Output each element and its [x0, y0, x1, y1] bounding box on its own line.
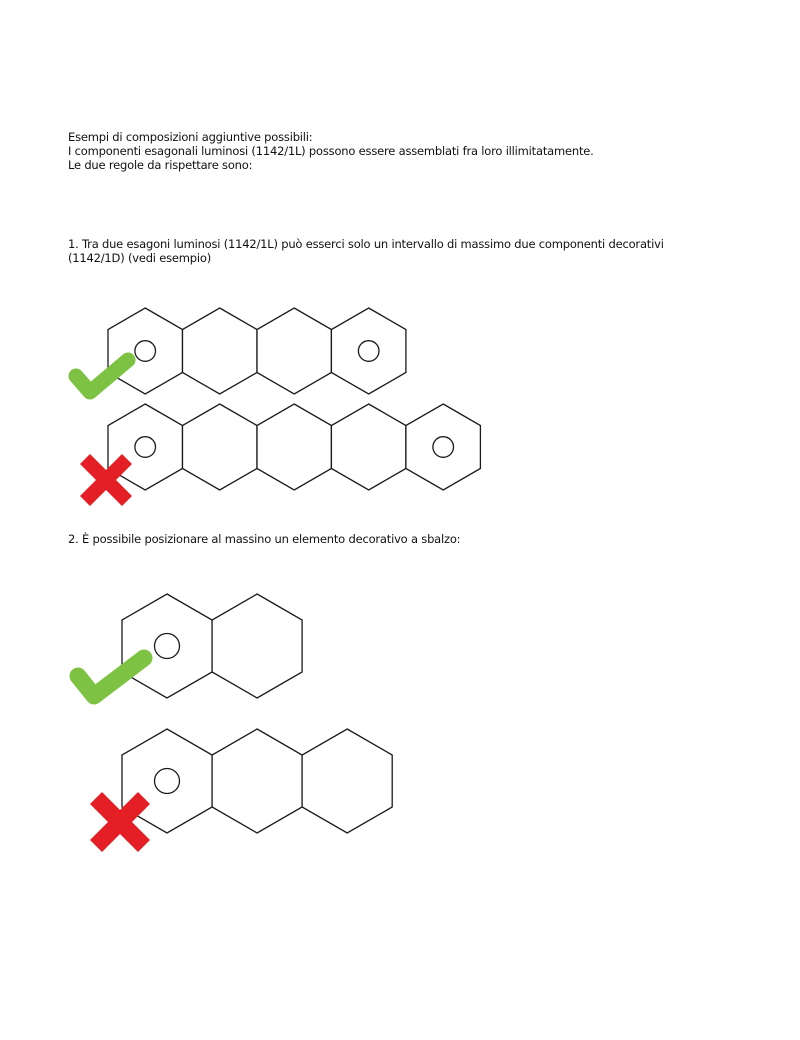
cross-icon-shape	[80, 454, 132, 506]
intro-line-2: I componenti esagonali luminosi (1142/1L) possono essere assemblati fra loro illimitatamente.	[68, 144, 594, 158]
hexagon-decorative	[302, 729, 392, 833]
check-icon	[66, 648, 156, 710]
cross-icon-shape	[90, 792, 150, 852]
check-icon-stroke	[76, 360, 128, 392]
check-icon-stroke	[78, 658, 144, 696]
cross-icon	[90, 792, 150, 852]
cross-icon	[80, 454, 132, 506]
intro-line-1: Esempi di composizioni aggiuntive possibili:	[68, 130, 313, 144]
rule-1-paragraph: 1. Tra due esagoni luminosi (1142/1L) può esserci solo un intervallo di massimo due componenti decorativi (1142/1D) (vedi esempio)	[68, 237, 664, 265]
rule-2-paragraph: 2. È possibile posizionare al massino un elemento decorativo a sbalzo:	[68, 532, 461, 546]
intro-line-3: Le due regole da rispettare sono:	[68, 158, 253, 172]
hexagon-decorative	[212, 729, 302, 833]
check-icon	[66, 352, 138, 406]
